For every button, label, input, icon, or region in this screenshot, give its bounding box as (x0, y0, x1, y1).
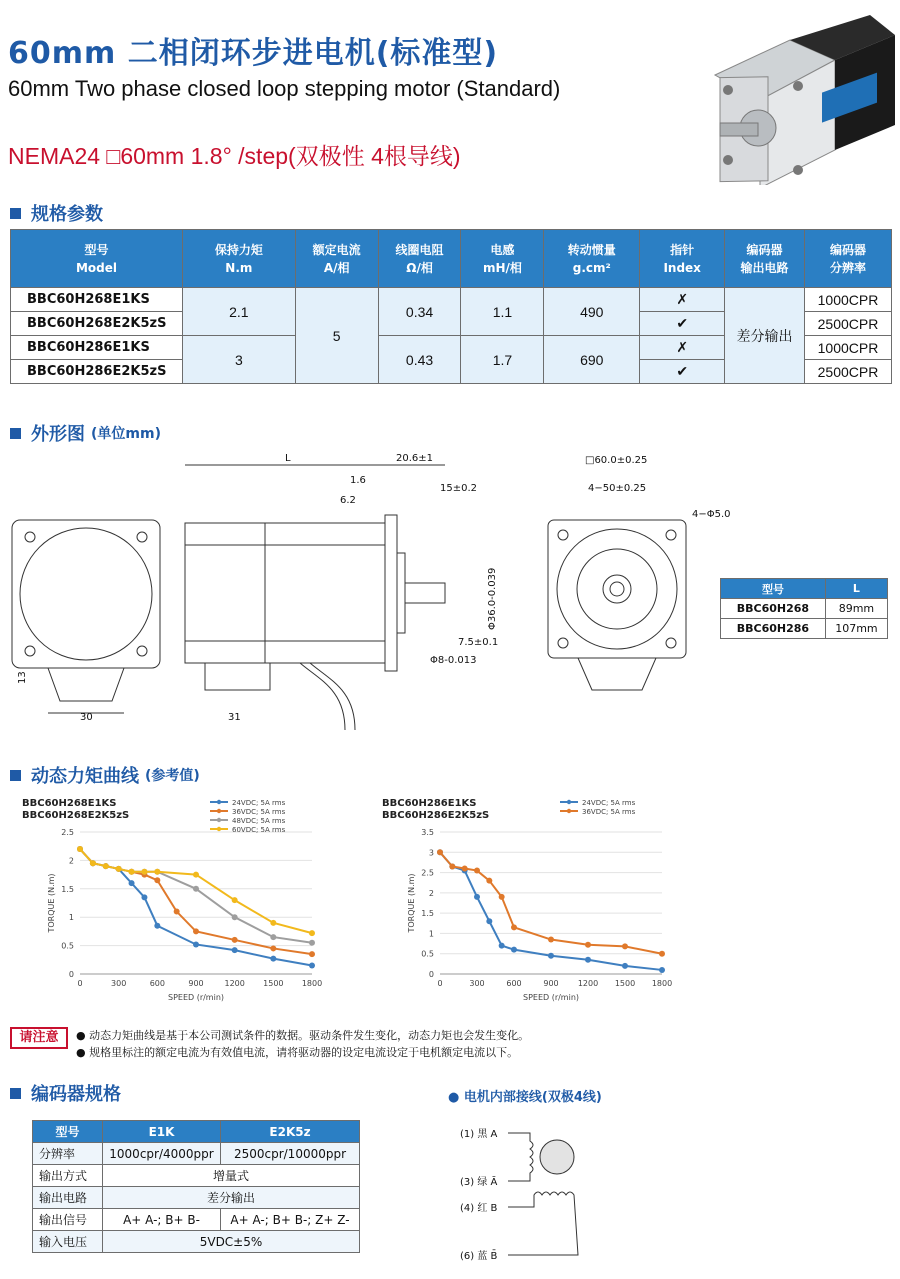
dim-d8: 30 (80, 712, 93, 723)
data-point (232, 937, 238, 943)
inertia-cell: 690 (544, 336, 640, 384)
data-point (486, 878, 492, 884)
legend-label: 24VDC; 5A rms (582, 799, 636, 807)
section-title: 外形图 (31, 424, 85, 445)
chart-title: BBC60H286E1KS (382, 798, 477, 809)
page-title-cn: 60mm 二相闭环步进电机(标准型) (8, 36, 499, 71)
y-tick-label: 1.5 (421, 909, 434, 919)
y-tick-label: 0.5 (61, 941, 74, 951)
dim-front1: □60.0±0.25 (585, 455, 648, 466)
x-tick-label: 600 (149, 979, 165, 988)
dim-d5: 7.5±0.1 (458, 637, 499, 648)
motor-image (700, 10, 900, 185)
chart-title: BBC60H268E2K5zS (22, 810, 130, 821)
enc-header-model: 型号 (33, 1121, 103, 1143)
resolution-cell: 1000CPR (804, 288, 891, 312)
table-row (11, 288, 892, 312)
enc-header-e1k: E1K (103, 1121, 221, 1143)
resolution-cell: 2500CPR (804, 360, 891, 384)
legend-marker (567, 800, 571, 804)
data-point (511, 947, 517, 953)
legend-label: 24VDC; 5A rms (232, 799, 286, 807)
inductance-cell: 1.7 (461, 336, 544, 384)
dim-front3: 4−Φ5.0 (692, 509, 731, 520)
section-specs (10, 200, 103, 226)
wire-label: (1) 黑 A (460, 1129, 498, 1140)
data-point (309, 962, 315, 968)
inertia-cell: 490 (544, 288, 640, 336)
data-point (499, 943, 505, 949)
enc-key: 输出信号 (33, 1209, 103, 1231)
resolution-cell: 2500CPR (804, 312, 891, 336)
section-marker-icon (10, 770, 21, 781)
dim-front2: 4−50±0.25 (588, 483, 647, 494)
x-tick-label: 1500 (614, 979, 636, 988)
enc-value: A+ A-; B+ B- (103, 1209, 221, 1231)
data-point (659, 967, 665, 973)
length-value: 107mm (825, 619, 887, 639)
dim-d3: 15±0.2 (440, 483, 478, 494)
index-cell: ✔ (640, 312, 725, 336)
y-tick-label: 0 (428, 970, 434, 979)
data-point (174, 909, 180, 915)
torque-cell: 3 (182, 336, 295, 384)
y-tick-label: 3 (428, 848, 434, 858)
section-unit: (单位mm) (91, 426, 161, 442)
x-tick-label: 0 (77, 979, 83, 988)
y-tick-label: 3.5 (421, 828, 434, 837)
output-cell: 差分输出 (725, 288, 805, 384)
x-tick-label: 900 (188, 979, 204, 988)
data-point (585, 942, 591, 948)
encoder-header-row (33, 1121, 360, 1143)
dim-d2: 1.6 (350, 475, 366, 486)
torque-cell: 2.1 (182, 288, 295, 336)
data-point (270, 920, 276, 926)
wiring-diagram (460, 1115, 620, 1270)
dim-shaft: Φ36.0-0.039 (487, 567, 498, 630)
enc-value: 2500cpr/10000ppr (221, 1143, 360, 1165)
wire-label: (6) 蓝 B̄ (460, 1251, 498, 1262)
data-point (309, 930, 315, 936)
data-point (486, 918, 492, 924)
col-inductance: 电感 mH/相 (461, 230, 544, 288)
wiring-title-text: 电机内部接线(双极4线) (463, 1090, 602, 1105)
col-resistance: 线圈电阻 Ω/相 (378, 230, 461, 288)
x-tick-label: 1500 (263, 979, 284, 988)
enc-key: 输出电路 (33, 1187, 103, 1209)
data-point (129, 869, 135, 875)
x-tick-label: 1200 (224, 979, 245, 988)
model-cell: BBC60H268E2K5zS (11, 312, 183, 336)
length-value: 89mm (825, 599, 887, 619)
legend-label: 60VDC; 5A rms (232, 826, 286, 834)
dim-L: L (285, 453, 291, 464)
section-marker-icon (10, 1088, 21, 1099)
data-point (449, 863, 455, 869)
x-tick-label: 300 (111, 979, 127, 988)
x-tick-label: 1800 (651, 979, 673, 988)
dim-d1: 20.6±1 (396, 453, 434, 464)
data-point (193, 928, 199, 934)
length-model: BBC60H286 (721, 619, 826, 639)
data-point (270, 945, 276, 951)
legend-marker (217, 827, 221, 831)
col-model: 型号 Model (11, 230, 183, 288)
table-row (33, 1187, 360, 1209)
section-note: (参考值) (145, 768, 200, 784)
torque-chart-2 (380, 792, 700, 1010)
enc-value: 1000cpr/4000ppr (103, 1143, 221, 1165)
table-row (33, 1231, 360, 1253)
y-tick-label: 2.5 (61, 828, 74, 837)
col-torque: 保持力矩 N.m (182, 230, 295, 288)
data-point (622, 963, 628, 969)
table-row (33, 1165, 360, 1187)
legend-marker (217, 800, 221, 804)
x-tick-label: 1200 (577, 979, 599, 988)
dim-d4: 6.2 (340, 495, 356, 506)
data-point (77, 846, 83, 852)
data-point (511, 924, 517, 930)
section-drawing (10, 420, 161, 446)
legend-label: 48VDC; 5A rms (232, 817, 286, 825)
current-cell: 5 (295, 288, 378, 384)
data-point (270, 934, 276, 940)
enc-key: 分辨率 (33, 1143, 103, 1165)
y-tick-label: 2 (68, 856, 74, 866)
spec-header-row (11, 230, 892, 288)
data-point (462, 866, 468, 872)
data-point (548, 953, 554, 959)
torque-chart-1 (20, 792, 350, 1010)
section-marker-icon (10, 428, 21, 439)
data-point (141, 894, 147, 900)
length-header-l: L (825, 579, 887, 599)
y-tick-label: 0 (68, 970, 74, 979)
data-point (193, 886, 199, 892)
data-point (474, 894, 480, 900)
notice-badge: 请注意 (10, 1027, 68, 1049)
table-row (33, 1209, 360, 1231)
data-point (585, 957, 591, 963)
wiring-title: ● 电机内部接线(双极4线) (448, 1090, 602, 1105)
y-tick-label: 1.5 (61, 884, 74, 894)
data-point (154, 869, 160, 875)
enc-value: A+ A-; B+ B-; Z+ Z- (221, 1209, 360, 1231)
x-axis-label: SPEED (r/min) (522, 993, 580, 1002)
data-point (659, 951, 665, 957)
table-row (33, 1143, 360, 1165)
resistance-cell: 0.43 (378, 336, 461, 384)
legend-marker (217, 818, 221, 822)
enc-value: 增量式 (103, 1165, 360, 1187)
data-point (232, 914, 238, 920)
data-point (309, 951, 315, 957)
data-point (499, 894, 505, 900)
length-header-model: 型号 (721, 579, 826, 599)
data-point (141, 869, 147, 875)
notice-line: ● 规格里标注的额定电流为有效值电流，请将驱动器的设定电流设定于电机额定电流以下。 (76, 1046, 519, 1059)
data-point (116, 866, 122, 872)
legend-label: 36VDC; 5A rms (582, 808, 636, 816)
col-resolution: 编码器 分辨率 (804, 230, 891, 288)
table-row (721, 599, 888, 619)
legend-label: 36VDC; 5A rms (232, 808, 286, 816)
spec-line: NEMA24 □60mm 1.8° /step(双极性 4根导线) (8, 143, 461, 169)
data-point (309, 940, 315, 946)
encoder-table (32, 1120, 360, 1253)
model-cell: BBC60H268E1KS (11, 288, 183, 312)
data-point (193, 941, 199, 947)
data-point (232, 897, 238, 903)
spec-table (10, 229, 892, 384)
index-cell: ✗ (640, 336, 725, 360)
data-point (103, 863, 109, 869)
enc-value: 5VDC±5% (103, 1231, 360, 1253)
col-inertia: 转动惯量 g.cm² (544, 230, 640, 288)
data-point (474, 868, 480, 874)
coil-a-icon (508, 1133, 533, 1181)
resolution-cell: 1000CPR (804, 336, 891, 360)
coil-b-icon (508, 1192, 578, 1255)
inductance-cell: 1.1 (461, 288, 544, 336)
section-curves (10, 762, 200, 788)
length-model: BBC60H268 (721, 599, 826, 619)
x-tick-label: 1800 (301, 979, 323, 988)
wire-label: (3) 绿 Ā (460, 1177, 498, 1188)
enc-key: 输出方式 (33, 1165, 103, 1187)
data-point (154, 877, 160, 883)
page-title-en: 60mm Two phase closed loop stepping motor (Standard) (8, 76, 561, 101)
col-output: 编码器 输出电路 (725, 230, 805, 288)
data-point (232, 947, 238, 953)
y-tick-label: 2 (428, 888, 434, 898)
data-point (270, 956, 276, 962)
y-axis-label: TORQUE (N.m) (407, 873, 416, 933)
section-marker-icon (10, 208, 21, 219)
data-point (548, 937, 554, 943)
dim-d6: Φ8-0.013 (430, 655, 477, 666)
dim-d9: 31 (228, 712, 241, 723)
y-tick-label: 2.5 (421, 868, 434, 878)
front-view (548, 520, 686, 690)
col-index: 指针 Index (640, 230, 725, 288)
table-row (721, 619, 888, 639)
section-encoder (10, 1080, 121, 1106)
enc-header-e2k5z: E2K5z (221, 1121, 360, 1143)
index-cell: ✗ (640, 288, 725, 312)
length-table (720, 578, 888, 639)
chart-title: BBC60H286E2K5zS (382, 810, 490, 821)
data-point (193, 872, 199, 878)
wire-label: (4) 红 B (460, 1203, 498, 1214)
notice-line: ● 动态力矩曲线是基于本公司测试条件的数据。驱动条件发生变化，动态力矩也会发生变化。 (76, 1029, 530, 1042)
y-tick-label: 0.5 (421, 949, 434, 959)
dim-d7: 13 (17, 671, 28, 684)
data-point (90, 860, 96, 866)
data-point (129, 880, 135, 886)
rotor-icon (540, 1140, 574, 1174)
section-title: 编码器规格 (31, 1084, 121, 1105)
back-view (12, 520, 160, 713)
legend-marker (567, 809, 571, 813)
legend-marker (217, 809, 221, 813)
chart-title: BBC60H268E1KS (22, 798, 117, 809)
y-axis-label: TORQUE (N.m) (47, 873, 56, 933)
resistance-cell: 0.34 (378, 288, 461, 336)
x-tick-label: 900 (543, 979, 559, 988)
x-tick-label: 0 (437, 979, 443, 988)
x-axis-label: SPEED (r/min) (167, 993, 225, 1002)
data-point (154, 923, 160, 929)
col-current: 额定电流 A/相 (295, 230, 378, 288)
section-title: 动态力矩曲线 (31, 766, 139, 787)
data-point (622, 943, 628, 949)
y-tick-label: 1 (68, 913, 74, 923)
section-title: 规格参数 (31, 204, 103, 225)
x-tick-label: 300 (469, 979, 485, 988)
index-cell: ✔ (640, 360, 725, 384)
model-cell: BBC60H286E2K5zS (11, 360, 183, 384)
data-point (437, 849, 443, 855)
side-view (185, 515, 445, 730)
enc-value: 差分输出 (103, 1187, 360, 1209)
x-tick-label: 600 (506, 979, 522, 988)
y-tick-label: 1 (428, 929, 434, 939)
model-cell: BBC60H286E1KS (11, 336, 183, 360)
enc-key: 输入电压 (33, 1231, 103, 1253)
